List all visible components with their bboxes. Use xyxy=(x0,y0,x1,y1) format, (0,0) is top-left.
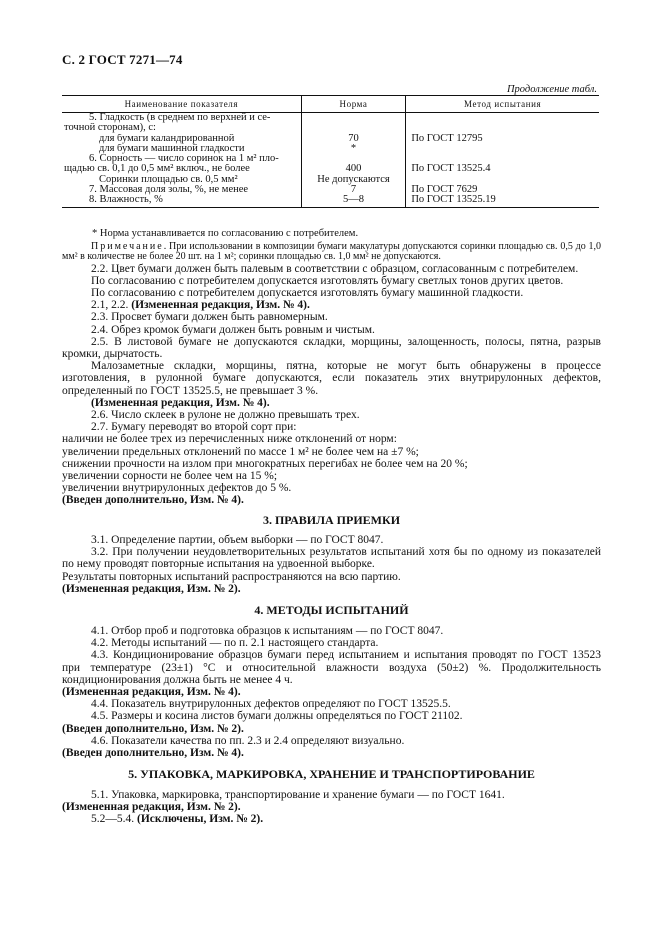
excluded-text: (Исключены, Изм. № 2). xyxy=(137,813,264,826)
section-4-body xyxy=(62,625,601,759)
amendment-prefix: 2.1, 2.2. xyxy=(91,299,129,312)
table-cell: 400 xyxy=(345,164,362,175)
table-cell xyxy=(406,123,599,133)
table-cell xyxy=(302,154,406,164)
table-cell: По ГОСТ 13525.19 xyxy=(411,195,496,206)
table-cell: 5. Гладкость (в среднем по верхней и се- xyxy=(89,113,271,123)
norm-column xyxy=(301,113,406,208)
table-cell: щадью св. 0,1 до 0,5 мм² включ., не более xyxy=(64,164,250,175)
paragraph-2-5-defects: Малозаметные складки, морщины, пятна, которые не могут быть обнаружены в процессе изготовления, в рулонной бумаге допускаются, если показатель этих внутрирулонных дефектов, определенный по ГОСТ 13525.5, не превышает 3 %. xyxy=(62,360,601,397)
note-paragraph xyxy=(62,242,601,263)
paragraph-3-2: 3.2. При получении неудовлетворительных результатов испытаний хотя бы по одному из показателей по нему проводят повторные испытания на удвоенной выборке. xyxy=(62,546,601,571)
table-cell: 8. Влажность, % xyxy=(89,195,163,206)
paragraph-2-4: 2.4. Обрез кромок бумаги должен быть ровным и чистым. xyxy=(91,323,375,336)
section-3-heading: 3. ПРАВИЛА ПРИЕМКИ xyxy=(262,513,401,527)
list-item: увеличении внутрирулонных дефектов до 5 %. xyxy=(62,482,292,495)
amendment-5-1: (Измененная редакция, Изм. № 2). xyxy=(62,801,241,814)
note-label: Примечание xyxy=(91,241,164,252)
column-header-method: Метод испытания xyxy=(406,96,599,113)
section-5-body xyxy=(62,789,601,826)
table-cell: По ГОСТ 12795 xyxy=(411,133,483,144)
table-cell xyxy=(406,144,599,154)
table-cell: Не допускаются xyxy=(317,174,390,185)
table-cell: 7 xyxy=(350,185,357,196)
paragraph-2-2: 2.2. Цвет бумаги должен быть палевым в соответствии с образцом, согласованным с потребителем. xyxy=(91,262,579,275)
table-cell xyxy=(406,154,599,164)
amendment-4-5: (Введен дополнительно, Изм. № 2). xyxy=(62,722,244,735)
table-cell xyxy=(302,123,406,133)
list-intro: наличии не более трех из перечисленных ниже отклонений от норм: xyxy=(62,433,397,446)
list-item: снижении прочности на излом при многократных перегибах не более чем на 20 %; xyxy=(62,457,468,470)
amendment-2-5: (Измененная редакция, Изм. № 4). xyxy=(91,396,270,409)
section-5-heading: 5. УПАКОВКА, МАРКИРОВКА, ХРАНЕНИЕ И ТРАНСПОРТИРОВАНИЕ xyxy=(128,767,535,781)
page-header: С. 2 ГОСТ 7271—74 xyxy=(62,52,183,67)
list-item: увеличении сорности не более чем на 15 %; xyxy=(62,470,278,483)
amendment-3: (Измененная редакция, Изм. № 2). xyxy=(62,582,241,595)
table-cell: для бумаги каландрированной xyxy=(99,133,235,144)
amendment-2-7: (Введен дополнительно, Изм. № 4). xyxy=(62,494,244,507)
paragraph-4-3: 4.3. Кондиционирование образцов бумаги перед испытанием и испытания проводят по ГОСТ 13523 при температуре (23±1) °С и относительной влажности воздуха (50±2) %. Продолжительность кондиционирования должна быть не менее 4 ч. xyxy=(62,649,601,686)
paragraph-2-2-option-1: По согласованию с потребителем допускается изготовлять бумагу светлых тонов других цветов. xyxy=(91,274,564,287)
method-column xyxy=(406,113,599,208)
name-column xyxy=(62,113,301,208)
paragraph-4-5: 4.5. Размеры и косина листов бумаги должны определяться по ГОСТ 21102. xyxy=(91,710,463,723)
column-header-name: Наименование показателя xyxy=(62,96,301,113)
paragraph-5-1: 5.1. Упаковка, маркировка, транспортирование и хранение бумаги — по ГОСТ 1641. xyxy=(91,789,505,801)
note-text: . При использовании в композиции бумаги макулатуры допускаются соринки площадью св. 0,5 до 1,0 мм² в количестве не более 20 шт. на 1 м²; соринки площадью св. 1,0 мм² не допускаются. xyxy=(62,241,601,263)
table-cell: 6. Сорность — число соринок на 1 м² пло- xyxy=(89,154,279,165)
table-cell xyxy=(406,113,599,123)
paragraph-4-1: 4.1. Отбор проб и подготовка образцов к испытаниям — по ГОСТ 8047. xyxy=(91,625,444,637)
paragraph-5-2-5-4 xyxy=(62,813,601,825)
table-cell: По ГОСТ 7629 xyxy=(411,185,478,196)
table-cell: точной сторонам), с: xyxy=(64,123,156,134)
body-text-block-1 xyxy=(62,242,601,507)
table-cell: 70 xyxy=(348,133,359,144)
paragraph-3-2-results: Результаты повторных испытаний распространяются на всю партию. xyxy=(62,570,401,583)
paragraph-4-4: 4.4. Показатель внутрирулонных дефектов определяют по ГОСТ 13525.5. xyxy=(91,698,451,711)
amendment-4-6: (Введен дополнительно, Изм. № 4). xyxy=(62,747,244,760)
table-cell: 7. Массовая доля золы, %, не менее xyxy=(89,185,249,196)
paragraph-4-6: 4.6. Показатели качества по пп. 2.3 и 2.4 определяют визуально. xyxy=(91,734,405,747)
table-cell: * xyxy=(350,143,357,154)
table-footnote: * Норма устанавливается по согласованию с потребителем. xyxy=(92,228,359,239)
paragraph-4-2: 4.2. Методы испытаний — по п. 2.1 настоящего стандарта. xyxy=(91,637,379,650)
paragraph-2-2-option-2: По согласованию с потребителем допускается изготовлять бумагу машинной гладкости. xyxy=(91,287,524,299)
amendment-4-3: (Измененная редакция, Изм. № 4). xyxy=(62,686,241,699)
table-cell: 5—8 xyxy=(343,195,365,206)
section-4-heading: 4. МЕТОДЫ ИСПЫТАНИЙ xyxy=(254,603,409,617)
list-item: увеличении предельных отклонений по массе 1 м² не более чем на ±7 %; xyxy=(62,445,419,458)
excluded-prefix: 5.2—5.4. xyxy=(91,813,135,826)
table-cell: для бумаги машинной гладкости xyxy=(99,143,245,154)
table-cell: По ГОСТ 13525.4 xyxy=(411,164,491,175)
paragraph-2-6: 2.6. Число склеек в рулоне не должно превышать трех. xyxy=(91,409,360,422)
paragraph-3-1: 3.1. Определение партии, объем выборки — по ГОСТ 8047. xyxy=(91,534,384,546)
section-3-body xyxy=(62,534,601,595)
table-cell: Соринки площадью св. 0,5 мм² xyxy=(99,174,238,185)
table-cell xyxy=(302,113,406,123)
paragraph-2-7: 2.7. Бумагу переводят во второй сорт при: xyxy=(91,421,297,434)
properties-table xyxy=(62,95,599,208)
table-cell xyxy=(406,175,599,185)
column-header-norm: Норма xyxy=(301,96,406,113)
amendment-2-1-2-2 xyxy=(62,299,601,311)
amendment-text: (Измененная редакция, Изм. № 4). xyxy=(131,299,310,312)
table-continuation-label: Продолжение табл. xyxy=(506,84,597,95)
paragraph-2-3: 2.3. Просвет бумаги должен быть равномерным. xyxy=(91,311,328,324)
paragraph-2-5: 2.5. В листовой бумаге не допускаются складки, морщины, залощенность, полосы, пятна, разрыв кромки, дырчатость. xyxy=(62,335,601,361)
